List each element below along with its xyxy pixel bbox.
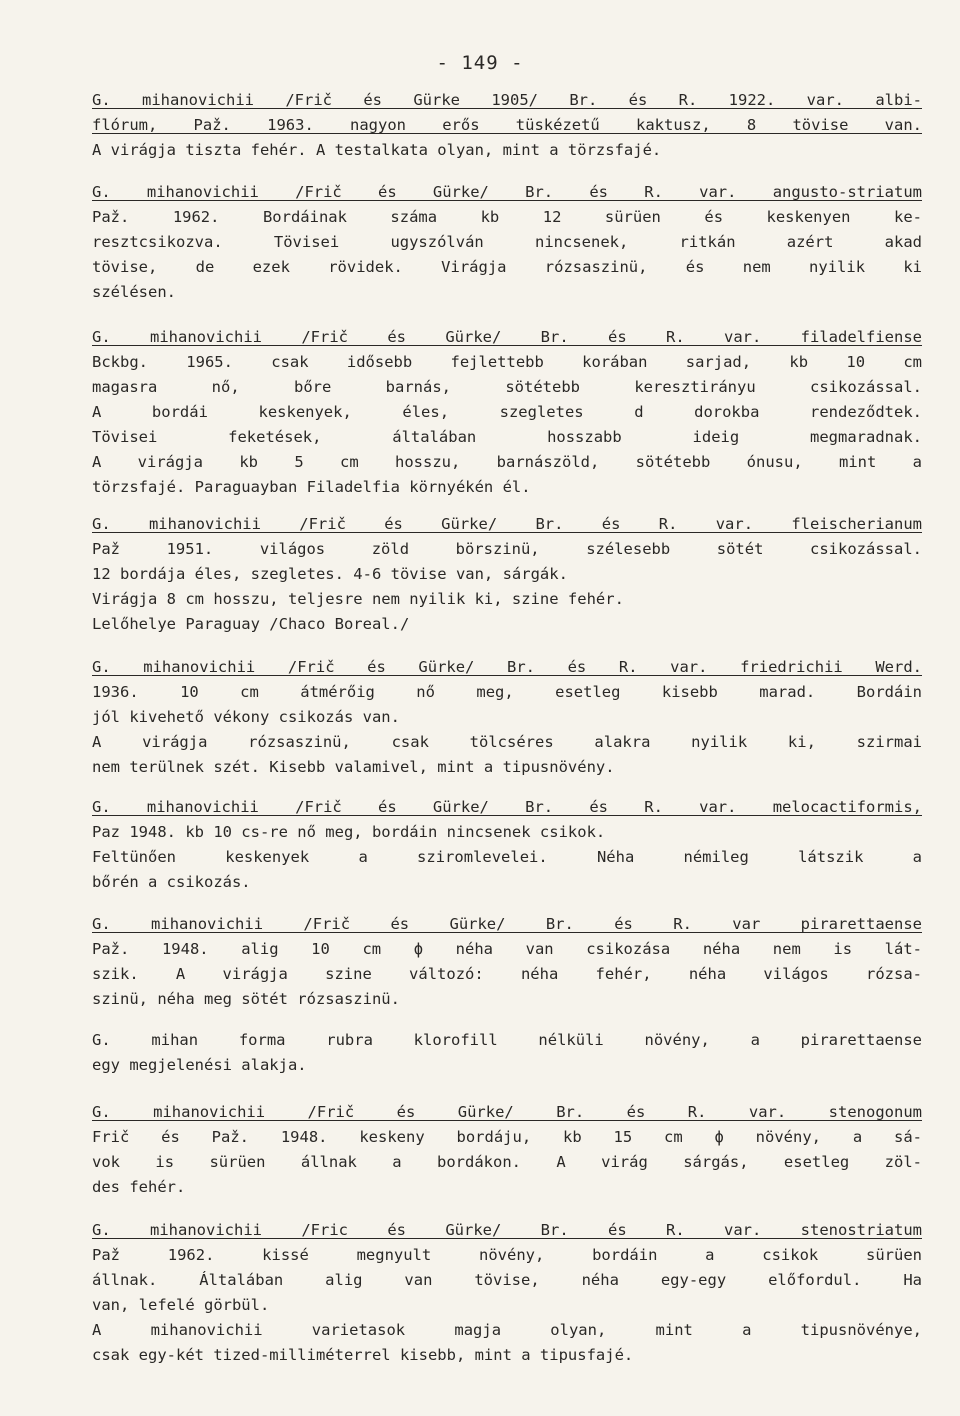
- entry-text-line: Bckbg. 1965. csak idősebb fejlettebb korában sarjad, kb 10 cm: [92, 353, 922, 371]
- entry-text-line: 1936. 10 cm átmérőig nő meg, esetleg kisebb marad. Bordáin: [92, 683, 922, 701]
- entry-text-line: Paž. 1948. alig 10 cm ϕ néha van csikozása néha nem is lát-: [92, 940, 922, 958]
- entry-text-line: tövise, de ezek rövidek. Virágja rózsaszinü, és nem nyilik ki: [92, 258, 922, 276]
- entry-heading: G. mihanovichii /Fric és Gürke/ Br. és R. var. stenostriatum: [92, 1221, 922, 1239]
- entry-stenogonum: [92, 1100, 922, 1200]
- entry-heading: G. mihan forma rubra klorofill nélküli növény, a pirarettaense: [92, 1031, 922, 1049]
- entry-albiflorum: [92, 88, 922, 163]
- entry-stenostriatum: [92, 1218, 922, 1368]
- entry-text-line: van, lefelé görbül.: [92, 1296, 270, 1314]
- entry-text-line: des fehér.: [92, 1178, 186, 1196]
- entry-text-line: állnak. Általában alig van tövise, néha egy-egy előfordul. Ha: [92, 1271, 922, 1289]
- entry-text-line: szik. A virágja szine változó: néha fehér, néha világos rózsa-: [92, 965, 922, 983]
- entry-text-line: bőrén a csikozás.: [92, 873, 251, 891]
- entry-pirarettaense: [92, 912, 922, 1012]
- entry-filadelfiense: [92, 325, 922, 500]
- entry-text-line: nem terülnek szét. Kisebb valamivel, mint a tipusnövény.: [92, 758, 615, 776]
- entry-text-line: A virágja tiszta fehér. A testalkata olyan, mint a törzsfajé.: [92, 141, 662, 159]
- entry-text-line: Frič és Paž. 1948. keskeny bordáju, kb 15 cm ϕ növény, a sá-: [92, 1128, 922, 1146]
- entry-heading: G. mihanovichii /Frič és Gürke/ Br. és R. var. angusto-striatum: [92, 183, 922, 201]
- entry-heading: G. mihanovichii /Frič és Gürke/ Br. és R. var pirarettaense: [92, 915, 922, 933]
- entry-text-line: A bordái keskenyek, éles, szegletes d dorokba rendeződtek.: [92, 403, 922, 421]
- entry-text-line: Virágja 8 cm hosszu, teljesre nem nyilik ki, szine fehér.: [92, 590, 624, 608]
- entry-friedrichii: [92, 655, 922, 780]
- entry-melocactiformis: [92, 795, 922, 895]
- entry-text-line: egy megjelenési alakja.: [92, 1056, 307, 1074]
- entry-text-line: Feltünően keskenyek a sziromlevelei. Néha némileg látszik a: [92, 848, 922, 866]
- entry-text-line: Paž 1951. világos zöld börszinü, szélesebb sötét csikozással.: [92, 540, 922, 558]
- entry-text-line: vok is sürüen állnak a bordákon. A virág sárgás, esetleg zöl-: [92, 1153, 922, 1171]
- entry-text-line: törzsfajé. Paraguayban Filadelfia környékén él.: [92, 478, 531, 496]
- entry-text-line: csak egy-két tized-milliméterrel kisebb, mint a tipusfajé.: [92, 1346, 634, 1364]
- entry-text-line: Lelőhelye Paraguay /Chaco Boreal./: [92, 615, 410, 633]
- entry-angusto-striatum: [92, 180, 922, 305]
- entry-forma-rubra: [92, 1028, 922, 1078]
- entry-text-line: resztcsikozva. Tövisei ugyszólván nincsenek, ritkán azért akad: [92, 233, 922, 251]
- entry-text-line: szinü, néha meg sötét rózsaszinü.: [92, 990, 400, 1008]
- entry-heading: G. mihanovichii /Frič és Gürke/ Br. és R. var. filadelfiense: [92, 328, 922, 346]
- entry-text-line: A mihanovichii varietasok magja olyan, mint a tipusnövénye,: [92, 1321, 922, 1339]
- entry-text-line: magasra nő, bőre barnás, sötétebb keresztirányu csikozással.: [92, 378, 922, 396]
- entry-heading: G. mihanovichii /Frič és Gürke/ Br. és R. var. fleischerianum: [92, 515, 922, 533]
- entry-text-line: szélésen.: [92, 283, 176, 301]
- entry-text-line: Tövisei feketések, általában hosszabb ideig megmaradnak.: [92, 428, 922, 446]
- entry-heading: G. mihanovichii /Frič és Gürke/ Br. és R. var. melocactiformis,: [92, 798, 922, 816]
- entry-text-line: A virágja kb 5 cm hosszu, barnászöld, sötétebb ónusu, mint a: [92, 453, 922, 471]
- entry-heading: G. mihanovichii /Frič és Gürke 1905/ Br. és R. 1922. var. albi-: [92, 91, 922, 109]
- entry-text-line: flórum, Paž. 1963. nagyon erős tüskézetű kaktusz, 8 tövise van.: [92, 116, 922, 134]
- page-number: - 149 -: [436, 52, 524, 74]
- entry-text-line: 12 bordája éles, szegletes. 4-6 tövise van, sárgák.: [92, 565, 568, 583]
- entry-text-line: Paž 1962. kissé megnyult növény, bordáin a csikok sürüen: [92, 1246, 922, 1264]
- entry-text-line: A virágja rózsaszinü, csak tölcséres alakra nyilik ki, szirmai: [92, 733, 922, 751]
- entry-heading: G. mihanovichii /Frič és Gürke/ Br. és R. var. friedrichii Werd.: [92, 658, 922, 676]
- entry-fleischerianum: [92, 512, 922, 637]
- entry-heading: G. mihanovichii /Frič és Gürke/ Br. és R. var. stenogonum: [92, 1103, 922, 1121]
- entry-text-line: Paž. 1962. Bordáinak száma kb 12 sürüen és keskenyen ke-: [92, 208, 922, 226]
- entry-text-line: jól kivehető vékony csikozás van.: [92, 708, 400, 726]
- entry-text-line: Paz 1948. kb 10 cs-re nő meg, bordáin nincsenek csikok.: [92, 823, 606, 841]
